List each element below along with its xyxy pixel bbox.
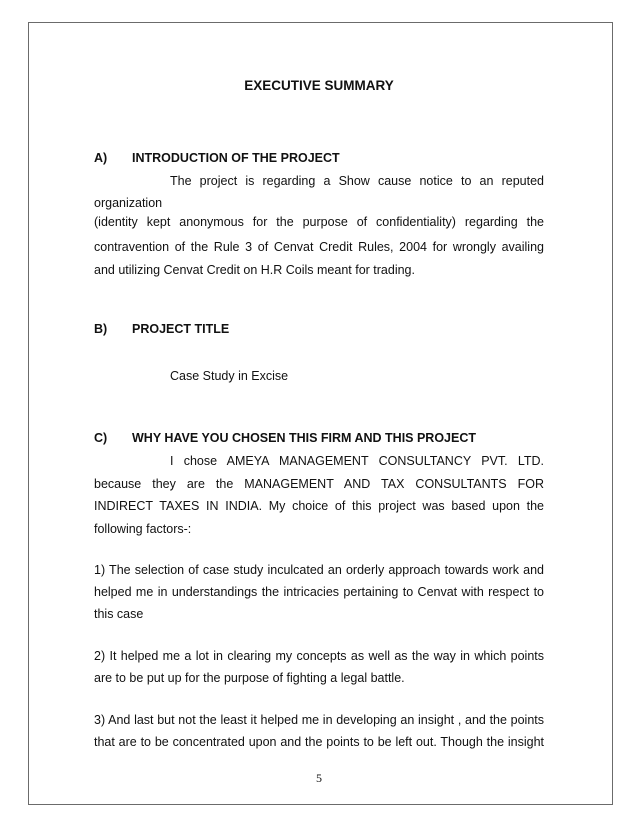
project-title-text: Case Study in Excise [170, 369, 289, 383]
point-1-line-2: helped me in understandings the intricacies pertaining to Cenvat with respect to [94, 585, 544, 599]
page-number: 5 [316, 771, 322, 785]
point-1-line-3: this case [94, 607, 144, 621]
section-a-line-4: contravention of the Rule 3 of Cenvat Credit Rules, 2004 for wrongly availing [94, 240, 544, 254]
section-a-line-5: and utilizing Cenvat Credit on H.R Coils meant for trading. [94, 263, 415, 277]
section-c-line-1: I chose AMEYA MANAGEMENT CONSULTANCY PVT. LTD. [170, 454, 544, 468]
section-a-heading: INTRODUCTION OF THE PROJECT [132, 151, 340, 165]
point-1-line-1: 1) The selection of case study inculcated an orderly approach towards work and [94, 563, 544, 577]
section-c-letter: C) [94, 431, 108, 445]
section-b-letter: B) [94, 322, 108, 336]
section-c-line-4: following factors-: [94, 522, 192, 536]
section-c-heading: WHY HAVE YOU CHOSEN THIS FIRM AND THIS PROJECT [132, 431, 477, 445]
section-c-line-2: because they are the MANAGEMENT AND TAX CONSULTANTS FOR [94, 477, 544, 491]
point-2-line-1: 2) It helped me a lot in clearing my concepts as well as the way in which points [94, 649, 544, 663]
section-a-line-3: (identity kept anonymous for the purpose of confidentiality) regarding the [94, 215, 544, 229]
point-3-line-2: that are to be concentrated upon and the points to be left out. Though the insight [94, 735, 544, 749]
document-title: EXECUTIVE SUMMARY [244, 78, 394, 93]
page-border [28, 22, 613, 805]
section-a-line-2: organization [94, 196, 163, 210]
section-b-heading: PROJECT TITLE [132, 322, 230, 336]
section-a-line-1: The project is regarding a Show cause notice to an reputed [170, 174, 544, 188]
point-2-line-2: are to be put up for the purpose of fighting a legal battle. [94, 671, 405, 685]
section-a-letter: A) [94, 151, 108, 165]
point-3-line-1: 3) And last but not the least it helped me in developing an insight , and the points [94, 713, 544, 727]
section-c-line-3: INDIRECT TAXES IN INDIA. My choice of this project was based upon the [94, 499, 544, 513]
